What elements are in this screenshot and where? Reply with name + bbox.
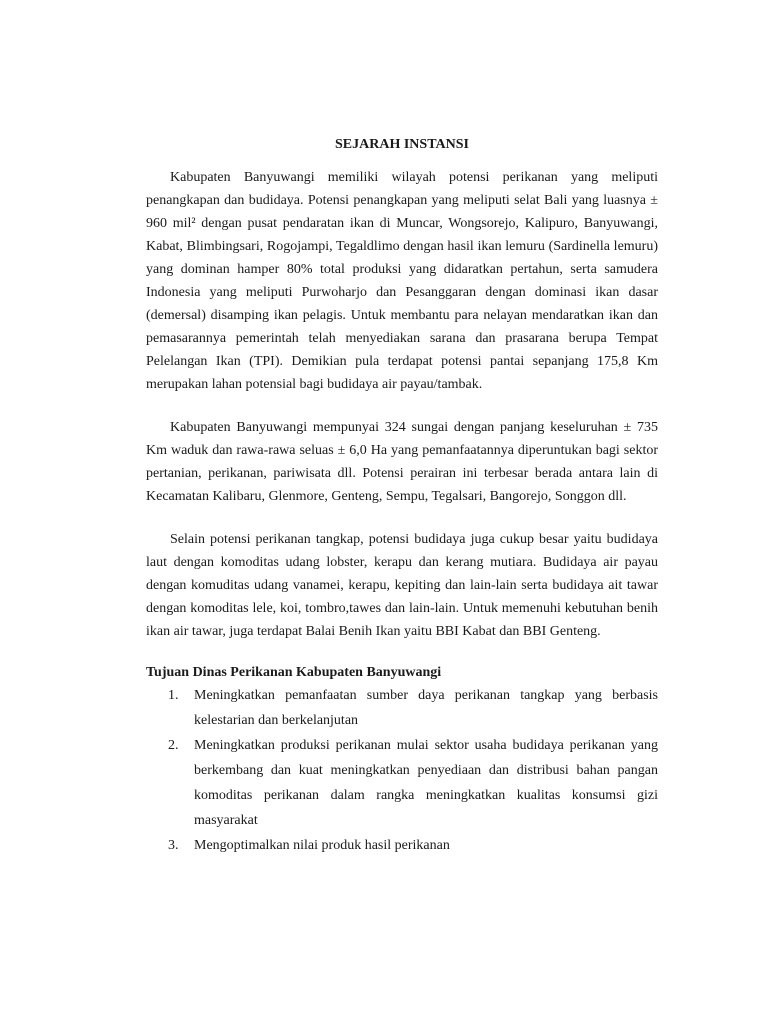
goal-text: Mengoptimalkan nilai produk hasil perikanan	[194, 838, 450, 853]
document-page	[146, 134, 658, 858]
goals-list	[146, 683, 658, 858]
document-title: SEJARAH INSTANSI	[335, 137, 469, 152]
goal-number: 3.	[168, 838, 179, 853]
paragraph-1: Kabupaten Banyuwangi memiliki wilayah potensi perikanan yang meliputi penangkapan dan budidaya. Potensi penangkapan yang meliputi selat Bali yang luasnya ± 960 mil² dengan pusat pendaratan ikan di Muncar, Wongsorejo, Kalipuro, Banyuwangi, Kabat, Blimbingsari, Rogojampi, Tegaldlimo dengan hasil ikan lemuru (Sardinella lemuru) yang dominan hamper 80% total produksi yang didaratkan pertahun, serta samudera Indonesia yang meliputi Purwoharjo dan Pesanggaran dengan dominasi ikan dasar (demersal) disamping ikan pelagis. Untuk membantu para nelayan mendaratkan ikan dan pemasarannya pemerintah telah menyediakan sarana dan prasarana berupa Tempat Pelelangan Ikan (TPI). Demikian pula terdapat potensi pantai sepanjang 175,8 Km merupakan lahan potensial bagi budidaya air payau/tambak.	[146, 170, 658, 392]
goal-text: Meningkatkan pemanfaatan sumber daya perikanan tangkap yang berbasis kelestarian dan berkelanjutan	[194, 688, 658, 728]
goals-heading: Tujuan Dinas Perikanan Kabupaten Banyuwangi	[146, 665, 442, 680]
goal-number: 2.	[168, 738, 179, 753]
paragraph-2: Kabupaten Banyuwangi mempunyai 324 sungai dengan panjang keseluruhan ± 735 Km waduk dan rawa-rawa seluas ± 6,0 Ha yang pemanfaatannya diperuntukan bagi sektor pertanian, perikanan, pariwisata dll. Potensi perairan ini terbesar berada antara lain di Kecamatan Kalibaru, Glenmore, Genteng, Sempu, Tegalsari, Bangorejo, Songgon dll.	[146, 420, 658, 504]
goal-number: 1.	[168, 688, 179, 703]
goal-item-3	[146, 833, 658, 858]
goal-item-1	[146, 683, 658, 733]
paragraph-3: Selain potensi perikanan tangkap, potensi budidaya juga cukup besar yaitu budidaya laut dengan komoditas udang lobster, kerapu dan kerang mutiara. Budidaya air payau dengan komuditas udang vanamei, kerapu, kepiting dan lain-lain serta budidaya ait tawar dengan komoditas lele, koi, tombro,tawes dan lain-lain. Untuk memenuhi kebutuhan benih ikan air tawar, juga terdapat Balai Benih Ikan yaitu BBI Kabat dan BBI Genteng.	[146, 532, 658, 639]
goal-text: Meningkatkan produksi perikanan mulai sektor usaha budidaya perikanan yang berkembang dan kuat meningkatkan penyediaan dan distribusi bahan pangan komoditas perikanan dalam rangka meningkatkan kualitas konsumsi gizi masyarakat	[194, 738, 658, 828]
goal-item-2	[146, 733, 658, 833]
